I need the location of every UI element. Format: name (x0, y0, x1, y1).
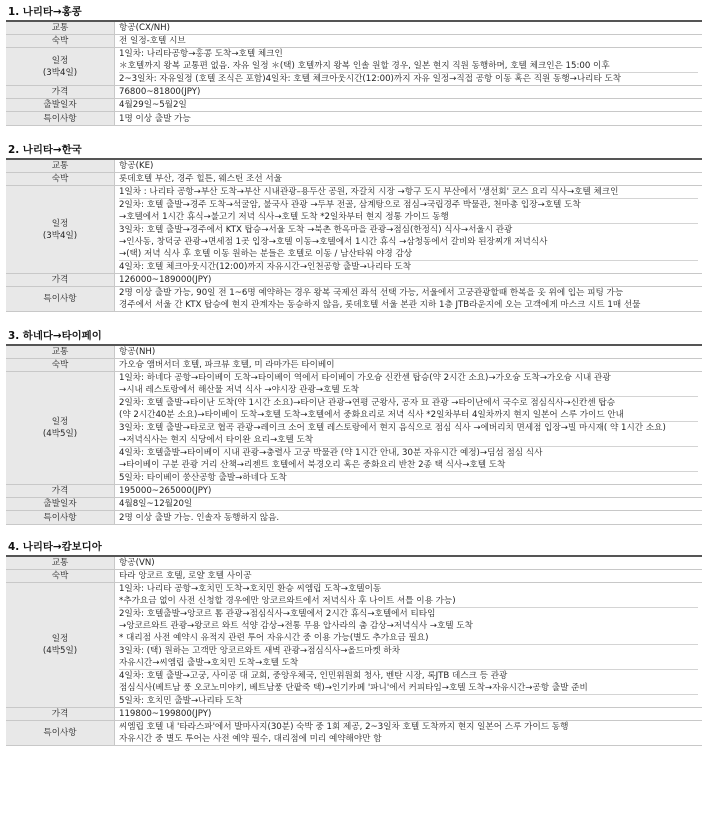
schedule-line: →시내 레스토랑에서 해산물 저녁 식사 →야시장 관광→호텔 도착 (119, 385, 359, 395)
value-price: 195000~265000(JPY) (115, 485, 703, 498)
schedule-day-group (119, 583, 698, 608)
schedule-line: →(택) 저녁 식사 후 호텔 이동 원하는 분들은 호텔로 이동 / 남산타워 야경 감상 (119, 249, 413, 259)
schedule-duration: (4박5일) (42, 429, 78, 439)
schedule-line: 3일차: 호텔 출발→타로코 협곡 관광→레이크 소어 호텔 레스토랑에서 현지 음식으로 점심 식사 →에버리치 면세점 입장→빌 마시재( 약 1시간 소요) (119, 423, 666, 433)
tour-info-table (6, 20, 702, 126)
tour-section-hongkong (6, 4, 702, 126)
schedule-day-group (119, 422, 698, 447)
label-notes: 특이사항 (6, 511, 115, 525)
schedule-line: 4일차: 호텔 체크아웃시간(12:00)까지 자유시간→인천공항 출발→나리타 도착 (119, 262, 412, 272)
label-price: 가격 (6, 708, 115, 721)
schedule-day-group (119, 73, 698, 85)
value-hotel: 가오슝 앰버서더 호텔, 파크뷰 호텔, 미 라마가든 타이베이 (115, 359, 703, 372)
schedule-line: 5일차: 호치민 출발→나리타 도착 (119, 696, 243, 706)
value-hotel: 전 일정-호텔 시브 (115, 35, 703, 48)
label-schedule (6, 48, 115, 86)
notes-line: 자유시간 중 별도 투어는 사전 예약 필수, 대리점에 미리 예약해야만 함 (119, 734, 382, 744)
notes-line: 2명 이상 출발 가능. 인솔자 동행하지 않음. (119, 512, 280, 523)
schedule-line: 1일차: 나리타공항→홍콩 도착→호텔 체크인 (119, 49, 283, 59)
value-price: 76800~81800(JPY) (115, 86, 703, 99)
schedule-line: 2일차: 호텔 출발→타이난 도착(약 1시간 소요)→타이난 관광→연평 군왕사, 공자 묘 관광 →타이난에서 국수로 점심식사→신칸센 탑승 (119, 398, 615, 408)
schedule-label: 일정 (51, 634, 69, 644)
schedule-line: 5일차: 타이베이 쑹산공항 출발→하네다 도착 (119, 473, 287, 483)
schedule-line: →타이베이 구분 관광 거리 산책→리젠트 호텔에서 북경오리 혹은 중화요리 반찬 2종 택 식사→호텔 도착 (119, 460, 506, 470)
tour-info-table (6, 158, 702, 312)
schedule-day-group (119, 261, 698, 273)
notes-line: 씨엠립 호텔 내 '타라스파'에서 발마사지(30분) 숙박 중 1회 제공, 2~3일차 호텔 도착까지 현지 일본어 스루 가이드 동행 (119, 722, 569, 732)
schedule-day-group (119, 670, 698, 695)
tour-info-table (6, 344, 702, 525)
value-transport: 항공(VN) (115, 556, 703, 570)
value-notes (115, 511, 703, 525)
schedule-day-group (119, 645, 698, 670)
section-title: 2. 나리타→한국 (8, 144, 82, 156)
value-departure: 4월8일~12월20일 (115, 498, 703, 511)
schedule-line: →호텔에서 1시간 휴식→불고기 저녁 식사→호텔 도착 *2일차부터 현지 정통 가이드 동행 (119, 212, 449, 222)
schedule-label: 일정 (51, 417, 69, 427)
schedule-day-group (119, 397, 698, 422)
schedule-day-group (119, 695, 698, 707)
label-hotel: 숙박 (6, 570, 115, 583)
label-transport: 교통 (6, 159, 115, 173)
schedule-duration: (4박5일) (42, 646, 78, 656)
schedule-day-group (119, 199, 698, 224)
notes-line: 경주에서 서울 간 KTX 탑승에 현지 관계자는 동승하지 않음, 롯데호텔 서울 본관 지하 1층 JTB라운지에 오는 고객에게 마스크 시트 1매 선물 (119, 300, 641, 310)
section-title: 4. 나리타→캄보디아 (8, 541, 102, 553)
value-notes (115, 287, 703, 312)
notes-line: 1명 이상 출발 가능 (119, 113, 191, 124)
label-transport: 교통 (6, 345, 115, 359)
label-hotel: 숙박 (6, 359, 115, 372)
value-hotel: 타라 앙코르 호텔, 로얄 호텔 사이공 (115, 570, 703, 583)
value-price: 126000~189000(JPY) (115, 274, 703, 287)
schedule-day-group (119, 372, 698, 397)
schedule-line: 4일차: 호텔 출발→고궁, 사이공 대 교회, 중앙우체국, 인민위원회 청사, 벤탄 시장, 록JTB 데스크 등 관광 (119, 671, 508, 681)
schedule-line: * 대리점 사전 예약시 유적지 관련 투어 자유시간 중 이용 가능(별도 추가요금 필요) (119, 633, 429, 643)
schedule-day-group (119, 447, 698, 472)
tour-section-cambodia (6, 539, 702, 746)
value-notes (115, 112, 703, 126)
label-notes: 특이사항 (6, 721, 115, 746)
schedule-line: 점심식사(베트남 풍 오코노미야키, 베트남풍 단팥죽 택)→인기카페 '파니'에서 커피타임→호텔 도착→자유시간→공항 출발 준비 (119, 683, 588, 693)
schedule-line: ＊호텔까지 왕복 교통편 없음. 자유 일정 ＊(택) 호텔까지 왕복 인솔 원할 경우, 일본 현지 직원 동행하며, 호텔 체크인은 15:00 이후 (119, 61, 610, 71)
schedule-line: 자유시간→씨엠립 출발→호치민 도착→호텔 도착 (119, 658, 299, 668)
label-notes: 특이사항 (6, 287, 115, 312)
schedule-label: 일정 (51, 218, 69, 229)
label-transport: 교통 (6, 21, 115, 35)
schedule-day-group (119, 608, 698, 645)
tour-section-korea (6, 142, 702, 312)
schedule-duration: (3박4일) (42, 230, 78, 241)
schedule-label: 일정 (51, 55, 69, 66)
schedule-line: 1일차: 하네다 공항→타이베이 도착→타이베이 역에서 타이베이 가오슝 신칸센 탑승(약 2시간 소요)→가오슝 도착→가오슝 시내 관광 (119, 373, 611, 383)
schedule-line: 1일차: 나리타 공항→호치민 도착→호치민 환승 씨엠립 도착→호텔이동 (119, 584, 382, 594)
schedule-line: 4일차: 호텔출발→타이베이 시내 관광→충렬사 고궁 박물관 (약 1시간 안내, 30분 자유시간 예정)→딤섬 점심 식사 (119, 448, 543, 458)
schedule-line: *추가요금 없이 사전 신청할 경우에만 앙코르와트에서 저녁식사 후 나이트 셔틀 이용 가능) (119, 596, 456, 606)
schedule-line: 1일차 : 나리타 공항→부산 도착→부산 시내관광–용두산 공원, 자갈치 시장 →항구 도시 부산에서 '생선회' 코스 요리 식사→호텔 체크인 (119, 187, 619, 197)
label-schedule (6, 372, 115, 485)
schedule-line: →앙코르와트 관광→왕코르 와트 석양 감상→전통 무용 압사라의 춤 감상→저녁식사 →호텔 도착 (119, 621, 473, 631)
label-price: 가격 (6, 86, 115, 99)
value-notes (115, 721, 703, 746)
value-transport: 항공(KE) (115, 159, 703, 173)
schedule-line: (약 2시간40분 소요)→타이베이 도착→호텔 도착→호텔에서 중화요리로 저녁 식사 *2일차부터 4일차까지 현지 일본어 스루 가이드 안내 (119, 410, 624, 420)
schedule-line: 2~3일차: 자유일정 (호텔 조식은 포함)4일차: 호텔 체크아웃시간(12:00)까지 자유 일정→직접 공항 이동 혹은 직원 동행→나리타 도착 (119, 74, 622, 84)
tour-info-table (6, 555, 702, 746)
value-hotel: 롯데호텔 부산, 경주 힐튼, 웨스틴 조선 서울 (115, 173, 703, 186)
label-hotel: 숙박 (6, 35, 115, 48)
schedule-line: 3일차: (택) 원하는 고객만 앙코르와트 새벽 관광→점심식사→올드마켓 하차 (119, 646, 401, 656)
schedule-line: →인사동, 창덕궁 관광→면세점 1곳 입장→호텔 이동→호텔에서 1시간 휴식 →삼청동에서 갈비와 된장찌개 저녁식사 (119, 237, 548, 247)
value-schedule (115, 372, 703, 485)
schedule-line: 3일차: 호텔 출발→경주에서 KTX 탑승→서울 도착 →북촌 한옥마을 관광→점심(한정식) 식사→서울시 관광 (119, 225, 513, 235)
label-hotel: 숙박 (6, 173, 115, 186)
schedule-day-group (119, 48, 698, 73)
schedule-line: 2일차: 호텔 출발→경주 도착→석굴암, 불국사 관광 →두부 전골, 삼계탕으로 점심→국립경주 박물관, 천마총 입장→호텔 도착 (119, 200, 581, 210)
schedule-line: →저녁식사는 현지 식당에서 타이완 요리→호텔 도착 (119, 435, 314, 445)
value-price: 119800~199800(JPY) (115, 708, 703, 721)
notes-line: 2명 이상 출발 가능, 90일 전 1~6명 예약하는 경우 왕복 국제선 좌석 선택 가능, 서울에서 고궁관광할때 한복을 옷 위에 입는 피팅 가능 (119, 288, 624, 298)
schedule-day-group (119, 224, 698, 261)
label-price: 가격 (6, 274, 115, 287)
value-schedule (115, 48, 703, 86)
value-schedule (115, 186, 703, 274)
label-transport: 교통 (6, 556, 115, 570)
schedule-day-group (119, 186, 698, 199)
schedule-line: 2일차: 호텔출발→앙코르 톰 관광→점심식사→호텔에서 2시간 휴식→호텔에서 티타임 (119, 609, 436, 619)
label-notes: 특이사항 (6, 112, 115, 126)
label-price: 가격 (6, 485, 115, 498)
value-schedule (115, 583, 703, 708)
section-title: 1. 나리타→홍콩 (8, 6, 82, 18)
label-departure: 출발일자 (6, 99, 115, 112)
value-transport: 항공(NH) (115, 345, 703, 359)
value-transport: 항공(CX/NH) (115, 21, 703, 35)
schedule-duration: (3박4일) (42, 67, 78, 78)
schedule-day-group (119, 472, 698, 484)
tour-section-taipei (6, 328, 702, 525)
label-schedule (6, 186, 115, 274)
section-title: 3. 하네다→타이페이 (8, 330, 102, 342)
label-schedule (6, 583, 115, 708)
value-departure: 4월29일~5월2일 (115, 99, 703, 112)
label-departure: 출발일자 (6, 498, 115, 511)
